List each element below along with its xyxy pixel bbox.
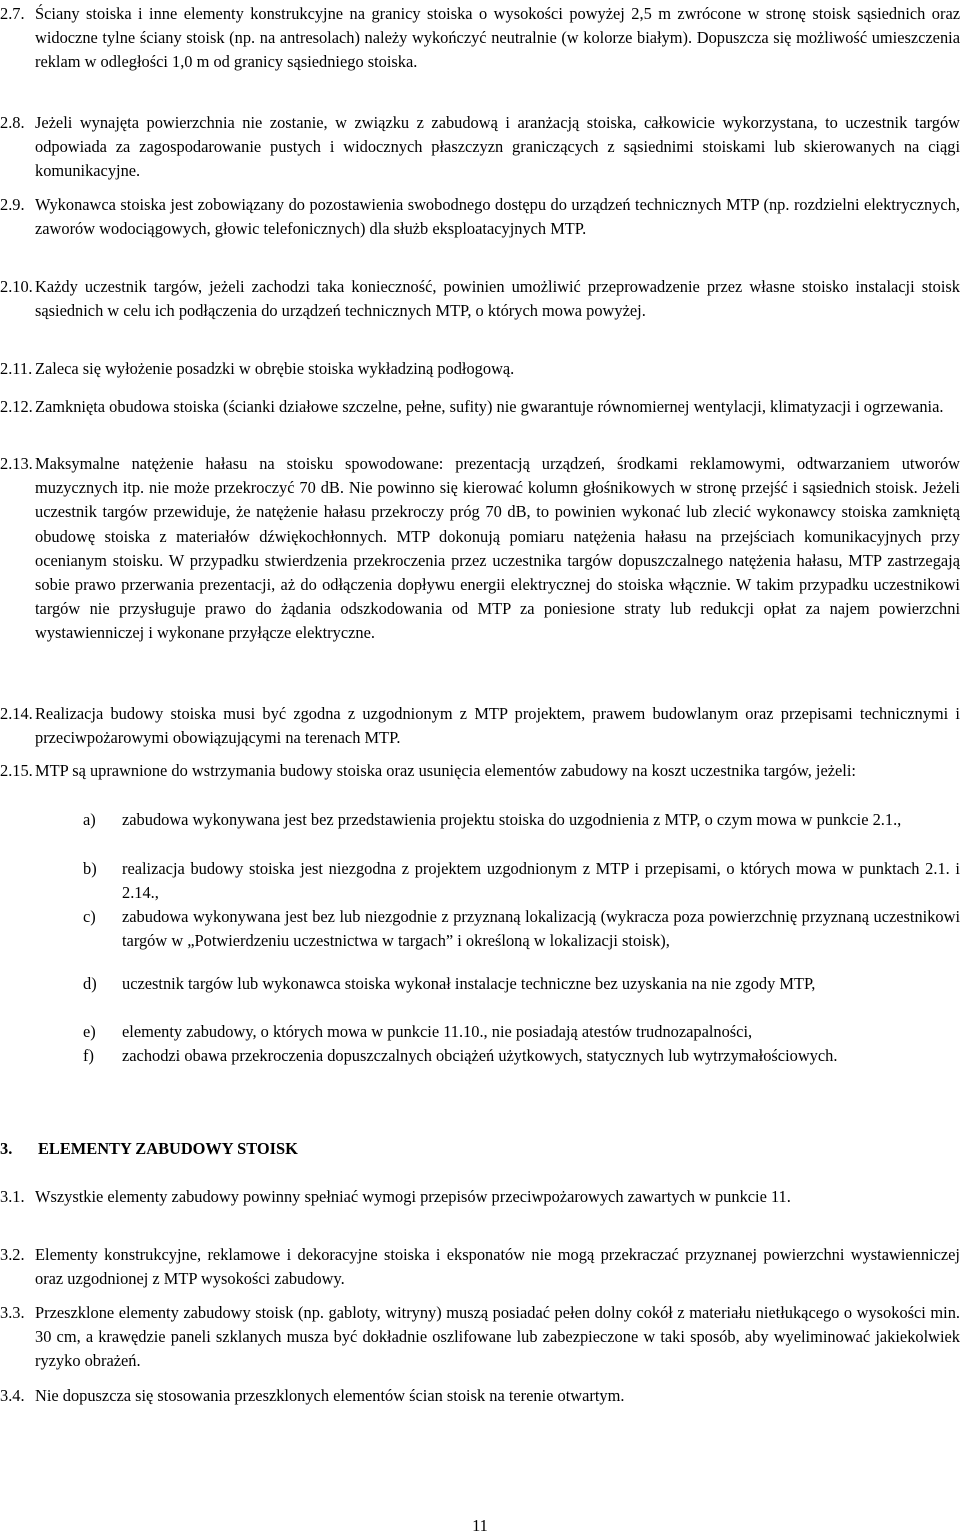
- list-item-label: d): [83, 974, 97, 993]
- paragraph-2-12: [0, 395, 960, 419]
- paragraph-text: Jeżeli wynajęta powierzchnia nie zostanie, w związku z zabudową i aranżacją stoiska, całkowicie wykorzystana, to uczestnik targów odpowiada za zagospodarowanie pustych i widocznych płaszczyzn graniczących z sąsiednimi stoiskami lub skierowanych na ciągi komunikacyjne.: [35, 113, 960, 181]
- paragraph-text: Zaleca się wyłożenie posadzki w obrębie stoiska wykładziną podłogową.: [35, 359, 515, 378]
- list-item-d: [0, 972, 960, 996]
- list-item-f: [0, 1044, 960, 1068]
- paragraph-2-10: [0, 275, 960, 323]
- paragraph-2-13: [0, 452, 960, 646]
- list-item-a: [0, 808, 960, 832]
- paragraph-text: Elementy konstrukcyjne, reklamowe i dekoracyjne stoiska i eksponatów nie mogą przekraczać przyznanej powierzchni wystawienniczej oraz uzgodnionej z MTP wysokości zabudowy.: [35, 1245, 960, 1289]
- section-heading: [0, 1137, 298, 1161]
- paragraph-number: 2.8.: [0, 113, 25, 132]
- paragraph-number: 2.15.: [0, 761, 33, 780]
- paragraph-text: Każdy uczestnik targów, jeżeli zachodzi taka konieczność, powinien umożliwić przeprowadzenie przez własne stoisko instalacji stoisk sąsiednich w celu ich podłączenia do urządzeń technicznych MTP, o których mowa powyżej.: [35, 277, 960, 321]
- paragraph-number: 3.4.: [0, 1386, 25, 1405]
- list-item-text: zabudowa wykonywana jest bez lub niezgodnie z przyznaną lokalizacją (wykracza poza powierzchnię przyznaną uczestnikowi targów w „Potwierdzeniu uczestnictwa w targach” i określoną w lokalizacji stoisk),: [122, 907, 960, 951]
- paragraph-2-14: [0, 702, 960, 750]
- paragraph-text: MTP są uprawnione do wstrzymania budowy stoiska oraz usunięcia elementów zabudowy na koszt uczestnika targów, jeżeli:: [35, 761, 856, 780]
- paragraph-number: 2.9.: [0, 195, 25, 214]
- list-item-label: a): [83, 810, 96, 829]
- list-item-label: e): [83, 1022, 96, 1041]
- paragraph-number: 2.11.: [0, 359, 33, 378]
- paragraph-2-8: [0, 111, 960, 184]
- paragraph-2-7: [0, 2, 960, 75]
- list-item-text: uczestnik targów lub wykonawca stoiska wykonał instalacje techniczne bez uzyskania na nie zgody MTP,: [122, 974, 816, 993]
- list-item-label: c): [83, 907, 96, 926]
- paragraph-number: 3.2.: [0, 1245, 25, 1264]
- paragraph-3-4: [0, 1384, 960, 1408]
- paragraph-text: Wykonawca stoiska jest zobowiązany do pozostawienia swobodnego dostępu do urządzeń technicznych MTP (np. rozdzielni elektrycznych, zaworów wodociągowych, głowic telefonicznych) dla służb eksploatacyjnych MTP.: [35, 195, 960, 239]
- paragraph-2-9: [0, 193, 960, 241]
- paragraph-number: 2.7.: [0, 4, 25, 23]
- paragraph-number: 2.14.: [0, 704, 33, 723]
- list-item-label: f): [83, 1046, 94, 1065]
- paragraph-number: 2.13.: [0, 454, 33, 473]
- paragraph-3-3: [0, 1301, 960, 1374]
- paragraph-2-11: [0, 357, 960, 381]
- list-item-text: elementy zabudowy, o których mowa w punkcie 11.10., nie posiadają atestów trudnozapalności,: [122, 1022, 753, 1041]
- paragraph-text: Ściany stoiska i inne elementy konstrukcyjne na granicy stoiska o wysokości powyżej 2,5 m zwrócone w stronę stoisk sąsiednich oraz widoczne tylne ściany stoisk (np. na antresolach) należy wykończyć neutralnie (w kolorze białym). Dopuszcza się możliwość umieszczenia reklam w odległości 1,0 m od granicy sąsiedniego stoiska.: [35, 4, 960, 72]
- paragraph-2-15: [0, 759, 960, 783]
- paragraph-3-1: [0, 1185, 960, 1209]
- paragraph-text: Zamknięta obudowa stoiska (ścianki działowe szczelne, pełne, sufity) nie gwarantuje równomiernej wentylacji, klimatyzacji i ogrzewania.: [35, 397, 944, 416]
- list-item-e: [0, 1020, 960, 1044]
- paragraph-number: 2.12.: [0, 397, 33, 416]
- list-item-c: [0, 905, 960, 953]
- paragraph-text: Realizacja budowy stoiska musi być zgodna z uzgodnionym z MTP projektem, prawem budowlanym oraz przepisami technicznymi i przeciwpożarowymi obowiązującymi na terenach MTP.: [35, 704, 960, 748]
- paragraph-number: 2.10.: [0, 277, 33, 296]
- paragraph-3-2: [0, 1243, 960, 1291]
- paragraph-number: 3.1.: [0, 1187, 25, 1206]
- page-number: 11: [472, 1516, 488, 1535]
- paragraph-text: Wszystkie elementy zabudowy powinny spełniać wymogi przepisów przeciwpożarowych zawartych w punkcie 11.: [35, 1187, 791, 1206]
- list-item-label: b): [83, 859, 97, 878]
- list-item-text: zabudowa wykonywana jest bez przedstawienia projektu stoiska do uzgodnienia z MTP, o czym mowa w punkcie 2.1.,: [122, 810, 902, 829]
- list-item-text: zachodzi obawa przekroczenia dopuszczalnych obciążeń użytkowych, statycznych lub wytrzymałościowych.: [122, 1046, 838, 1065]
- paragraph-number: 3.3.: [0, 1303, 25, 1322]
- list-item-text: realizacja budowy stoiska jest niezgodna z projektem uzgodnionym z MTP i przepisami, o których mowa w punktach 2.1. i 2.14.,: [122, 859, 960, 903]
- section-title: ELEMENTY ZABUDOWY STOISK: [38, 1139, 298, 1158]
- paragraph-text: Przeszklone elementy zabudowy stoisk (np. gabloty, witryny) muszą posiadać pełen dolny cokół z materiału nietłukącego o wysokości min. 30 cm, a krawędzie paneli szklanych musza być dokładnie oszlifowane lub zabezpieczone w taki sposób, aby wyeliminować jakiekolwiek ryzyko obrażeń.: [35, 1303, 960, 1371]
- paragraph-text: Nie dopuszcza się stosowania przeszklonych elementów ścian stoisk na terenie otwartym.: [35, 1386, 625, 1405]
- paragraph-text: Maksymalne natężenie hałasu na stoisku spowodowane: prezentacją urządzeń, środkami reklamowymi, odtwarzaniem utworów muzycznych itp. nie może przekroczyć 70 dB. Nie powinno się kierować kolumn głośnikowych w stronę przejść i sąsiednich stoisk. Jeżeli uczestnik targów przewiduje, że natężenie hałasu przekroczy próg 70 dB, to powinien wykonać lub zlecić wykonawcy stoiska zamkniętą obudowę stoiska z materiałów dźwiękochłonnych. MTP dokonują pomiaru natężenia hałasu na przejściach komunikacyjnych przy ocenianym stoisku. W przypadku stwierdzenia przekroczenia przez uczestnika targów dopuszczalnego natężenia hałasu, MTP zastrzegają sobie prawo przerwania prezentacji, aż do odłączenia dopływu energii elektrycznej do stoiska włącznie. W takim przypadku uczestnikowi targów nie przysługuje prawo do żądania odszkodowania od MTP za poniesione straty lub redukcji opłat za najem powierzchni wystawienniczej i wykonane przyłącze elektryczne.: [35, 454, 960, 643]
- list-item-b: [0, 857, 960, 905]
- section-number: 3.: [0, 1139, 13, 1158]
